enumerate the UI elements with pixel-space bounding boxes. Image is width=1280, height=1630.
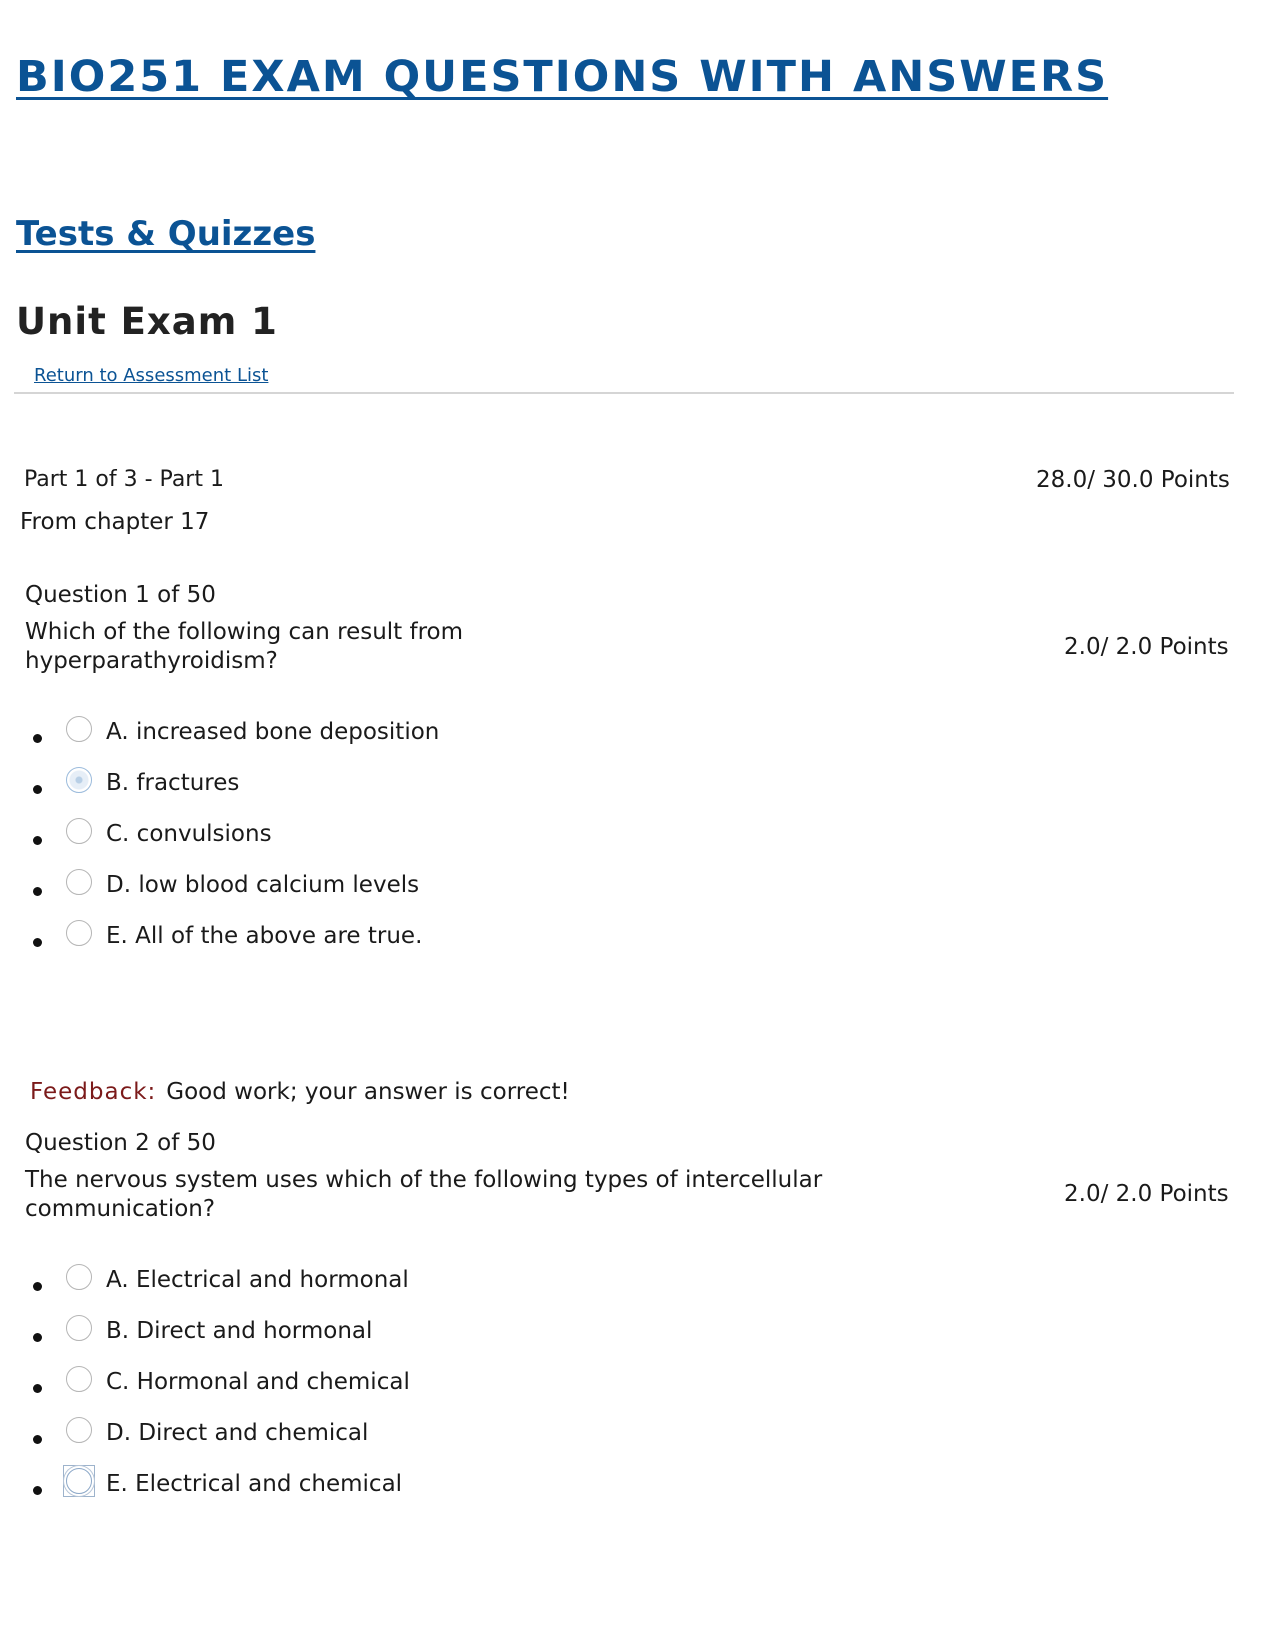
answer-label: A. increased bone deposition <box>106 719 440 745</box>
document-title[interactable]: BIO251 EXAM QUESTIONS WITH ANSWERS <box>16 52 1109 102</box>
answer-option[interactable] <box>0 1366 700 1417</box>
answer-option[interactable] <box>0 767 700 818</box>
question-2-text: The nervous system uses which of the following types of intercellular communication? <box>25 1167 823 1222</box>
bullet-icon <box>33 785 42 794</box>
radio-button-focused[interactable] <box>66 1468 92 1494</box>
question-2-number: Question 2 of 50 <box>25 1130 216 1156</box>
answer-option[interactable] <box>0 1417 700 1468</box>
question-1-feedback <box>30 1079 570 1105</box>
answer-option[interactable] <box>0 818 700 869</box>
radio-button[interactable] <box>66 920 92 946</box>
answer-label: A. Electrical and hormonal <box>106 1267 409 1293</box>
exam-title: Unit Exam 1 <box>16 300 278 343</box>
bullet-icon <box>33 836 42 845</box>
answer-label: B. Direct and hormonal <box>106 1318 373 1344</box>
question-1-text: Which of the following can result from hyperparathyroidism? <box>25 619 464 674</box>
question-2-points: 2.0/ 2.0 Points <box>1064 1181 1229 1207</box>
answer-label: B. fractures <box>106 770 240 796</box>
tests-quizzes-link[interactable]: Tests & Quizzes <box>16 214 316 254</box>
radio-button[interactable] <box>66 869 92 895</box>
feedback-text: Good work; your answer is correct! <box>166 1079 570 1105</box>
answer-label: C. Hormonal and chemical <box>106 1369 410 1395</box>
bullet-icon <box>33 887 42 896</box>
bullet-icon <box>33 1486 42 1495</box>
part-description: From chapter 17 <box>20 509 210 535</box>
answer-option[interactable] <box>0 869 700 920</box>
question-2-answers <box>0 1264 700 1519</box>
answer-label: E. All of the above are true. <box>106 923 423 949</box>
radio-button[interactable] <box>66 1366 92 1392</box>
question-1-answers <box>0 716 700 971</box>
answer-option[interactable] <box>0 1264 700 1315</box>
part-points: 28.0/ 30.0 Points <box>1036 467 1230 493</box>
return-to-assessment-list-link[interactable]: Return to Assessment List <box>34 365 269 386</box>
answer-option[interactable] <box>0 1315 700 1366</box>
radio-button[interactable] <box>66 818 92 844</box>
answer-option[interactable] <box>0 920 700 971</box>
radio-button[interactable] <box>66 1264 92 1290</box>
answer-option[interactable] <box>0 1468 700 1519</box>
answer-label: E. Electrical and chemical <box>106 1471 403 1497</box>
question-1-points: 2.0/ 2.0 Points <box>1064 634 1229 660</box>
bullet-icon <box>33 1384 42 1393</box>
bullet-icon <box>33 734 42 743</box>
header-divider <box>14 392 1234 394</box>
answer-label: D. low blood calcium levels <box>106 872 420 898</box>
answer-label: D. Direct and chemical <box>106 1420 369 1446</box>
feedback-label: Feedback: <box>30 1079 157 1105</box>
bullet-icon <box>33 1282 42 1291</box>
answer-label: C. convulsions <box>106 821 272 847</box>
bullet-icon <box>33 1435 42 1444</box>
radio-button-selected[interactable] <box>66 767 92 793</box>
radio-button[interactable] <box>66 716 92 742</box>
question-1-number: Question 1 of 50 <box>25 582 216 608</box>
bullet-icon <box>33 1333 42 1342</box>
answer-option[interactable] <box>0 716 700 767</box>
radio-button[interactable] <box>66 1417 92 1443</box>
part-label: Part 1 of 3 - Part 1 <box>24 467 224 492</box>
radio-button[interactable] <box>66 1315 92 1341</box>
bullet-icon <box>33 938 42 947</box>
